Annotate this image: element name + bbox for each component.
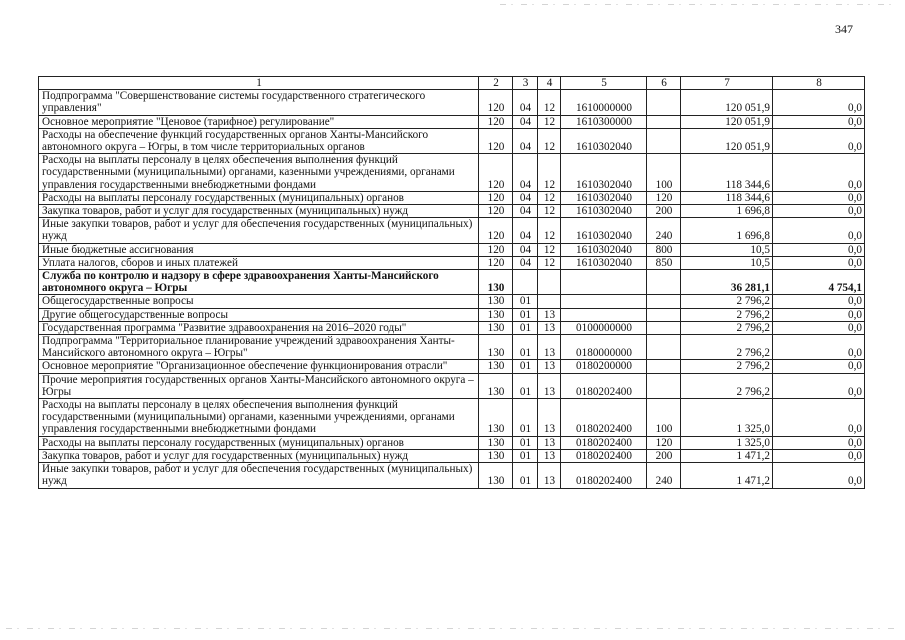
table-row — [39, 243, 865, 256]
amount-cell: 118 344,6 — [681, 154, 773, 192]
expense-type-cell — [647, 321, 681, 334]
target-article-cell: 0180202400 — [561, 436, 647, 449]
target-article-cell — [561, 270, 647, 295]
section-code-cell: 04 — [513, 128, 538, 153]
amount-cell: 0,0 — [773, 256, 865, 269]
column-header: 5 — [561, 77, 647, 90]
ministry-code-cell: 130 — [479, 399, 513, 437]
ministry-code-cell: 120 — [479, 128, 513, 153]
row-name-cell: Закупка товаров, работ и услуг для государственных (муниципальных) нужд — [39, 205, 479, 218]
subsection-code-cell: 12 — [538, 90, 561, 115]
subsection-code-cell: 13 — [538, 449, 561, 462]
column-header: 1 — [39, 77, 479, 90]
column-header: 6 — [647, 77, 681, 90]
target-article-cell: 1610302040 — [561, 154, 647, 192]
amount-cell: 4 754,1 — [773, 270, 865, 295]
row-name-cell: Иные закупки товаров, работ и услуг для обеспечения государственных (муниципальных) нужд — [39, 463, 479, 488]
amount-cell: 2 796,2 — [681, 295, 773, 308]
table-row — [39, 436, 865, 449]
target-article-cell: 1610302040 — [561, 218, 647, 243]
scan-artifact-bottom — [6, 628, 899, 629]
section-code-cell: 04 — [513, 205, 538, 218]
expense-type-cell — [647, 270, 681, 295]
expense-type-cell — [647, 115, 681, 128]
table-row — [39, 191, 865, 204]
target-article-cell: 1610302040 — [561, 191, 647, 204]
row-name-cell: Основное мероприятие "Организационное обеспечение функционирования отрасли" — [39, 360, 479, 373]
section-code-cell: 01 — [513, 373, 538, 398]
table-row — [39, 321, 865, 334]
amount-cell: 10,5 — [681, 256, 773, 269]
subsection-code-cell: 13 — [538, 360, 561, 373]
ministry-code-cell: 130 — [479, 373, 513, 398]
target-article-cell: 0100000000 — [561, 321, 647, 334]
target-article-cell: 1610302040 — [561, 128, 647, 153]
section-code-cell: 04 — [513, 243, 538, 256]
target-article-cell: 0180200000 — [561, 360, 647, 373]
target-article-cell: 1610302040 — [561, 256, 647, 269]
table-header-row — [39, 77, 865, 90]
row-name-cell: Общегосударственные вопросы — [39, 295, 479, 308]
row-name-cell: Подпрограмма "Территориальное планирование учреждений здравоохранения Ханты-Мансийского автономного округа – Югры" — [39, 335, 479, 360]
budget-table — [38, 76, 865, 489]
amount-cell: 1 471,2 — [681, 463, 773, 488]
ministry-code-cell: 130 — [479, 463, 513, 488]
amount-cell: 1 696,8 — [681, 218, 773, 243]
section-code-cell: 01 — [513, 463, 538, 488]
amount-cell: 120 051,9 — [681, 90, 773, 115]
section-code-cell: 04 — [513, 218, 538, 243]
subsection-code-cell: 13 — [538, 399, 561, 437]
amount-cell: 0,0 — [773, 115, 865, 128]
ministry-code-cell: 130 — [479, 335, 513, 360]
section-code-cell: 01 — [513, 449, 538, 462]
amount-cell: 0,0 — [773, 154, 865, 192]
table-row — [39, 449, 865, 462]
amount-cell: 2 796,2 — [681, 373, 773, 398]
target-article-cell: 1610302040 — [561, 243, 647, 256]
row-name-cell: Расходы на выплаты персоналу государственных (муниципальных) органов — [39, 191, 479, 204]
expense-type-cell: 200 — [647, 205, 681, 218]
table-row — [39, 373, 865, 398]
target-article-cell: 1610302040 — [561, 205, 647, 218]
table-row — [39, 308, 865, 321]
target-article-cell: 0180000000 — [561, 335, 647, 360]
table-row — [39, 90, 865, 115]
section-code-cell: 04 — [513, 154, 538, 192]
target-article-cell: 0180202400 — [561, 373, 647, 398]
expense-type-cell: 100 — [647, 399, 681, 437]
amount-cell: 1 325,0 — [681, 436, 773, 449]
amount-cell: 118 344,6 — [681, 191, 773, 204]
section-code-cell: 01 — [513, 436, 538, 449]
subsection-code-cell: 12 — [538, 128, 561, 153]
expense-type-cell: 240 — [647, 218, 681, 243]
amount-cell: 1 325,0 — [681, 399, 773, 437]
amount-cell: 0,0 — [773, 399, 865, 437]
amount-cell: 0,0 — [773, 243, 865, 256]
ministry-code-cell: 120 — [479, 205, 513, 218]
subsection-code-cell: 13 — [538, 373, 561, 398]
table-row — [39, 256, 865, 269]
section-code-cell: 04 — [513, 191, 538, 204]
amount-cell: 2 796,2 — [681, 360, 773, 373]
section-code-cell: 01 — [513, 295, 538, 308]
table-row — [39, 335, 865, 360]
expense-type-cell: 100 — [647, 154, 681, 192]
subsection-code-cell: 12 — [538, 154, 561, 192]
amount-cell: 0,0 — [773, 218, 865, 243]
target-article-cell: 0180202400 — [561, 449, 647, 462]
expense-type-cell — [647, 90, 681, 115]
ministry-code-cell: 120 — [479, 256, 513, 269]
amount-cell: 0,0 — [773, 321, 865, 334]
amount-cell: 0,0 — [773, 463, 865, 488]
subsection-code-cell — [538, 295, 561, 308]
row-name-cell: Служба по контролю и надзору в сфере здравоохранения Ханты-Мансийского автономного округа – Югры — [39, 270, 479, 295]
table-row — [39, 295, 865, 308]
target-article-cell — [561, 295, 647, 308]
amount-cell: 0,0 — [773, 205, 865, 218]
section-code-cell: 01 — [513, 308, 538, 321]
target-article-cell: 0180202400 — [561, 463, 647, 488]
subsection-code-cell — [538, 270, 561, 295]
row-name-cell: Основное мероприятие "Ценовое (тарифное) регулирование" — [39, 115, 479, 128]
ministry-code-cell: 120 — [479, 154, 513, 192]
expense-type-cell: 200 — [647, 449, 681, 462]
amount-cell: 2 796,2 — [681, 321, 773, 334]
column-header: 7 — [681, 77, 773, 90]
table-row — [39, 463, 865, 488]
scan-artifact-top — [500, 4, 893, 5]
amount-cell: 0,0 — [773, 449, 865, 462]
row-name-cell: Другие общегосударственные вопросы — [39, 308, 479, 321]
table-row — [39, 128, 865, 153]
subsection-code-cell: 12 — [538, 218, 561, 243]
target-article-cell: 1610300000 — [561, 115, 647, 128]
section-code-cell: 01 — [513, 321, 538, 334]
ministry-code-cell: 130 — [479, 360, 513, 373]
amount-cell: 0,0 — [773, 360, 865, 373]
amount-cell: 10,5 — [681, 243, 773, 256]
expense-type-cell — [647, 128, 681, 153]
ministry-code-cell: 120 — [479, 90, 513, 115]
table-row — [39, 399, 865, 437]
subsection-code-cell: 12 — [538, 256, 561, 269]
row-name-cell: Расходы на выплаты персоналу в целях обеспечения выполнения функций государственными (муниципальными) органами, казенными учреждениями, органами управления государственными внебюджетными фондами — [39, 399, 479, 437]
amount-cell: 0,0 — [773, 308, 865, 321]
subsection-code-cell: 12 — [538, 115, 561, 128]
subsection-code-cell: 13 — [538, 463, 561, 488]
target-article-cell — [561, 308, 647, 321]
table-body — [39, 90, 865, 488]
section-code-cell: 01 — [513, 360, 538, 373]
expense-type-cell: 120 — [647, 436, 681, 449]
subsection-code-cell: 12 — [538, 205, 561, 218]
section-code-cell: 01 — [513, 335, 538, 360]
amount-cell: 0,0 — [773, 128, 865, 153]
amount-cell: 0,0 — [773, 373, 865, 398]
amount-cell: 2 796,2 — [681, 335, 773, 360]
ministry-code-cell: 120 — [479, 243, 513, 256]
expense-type-cell — [647, 360, 681, 373]
ministry-code-cell: 120 — [479, 191, 513, 204]
row-name-cell: Расходы на выплаты персоналу государственных (муниципальных) органов — [39, 436, 479, 449]
row-name-cell: Расходы на обеспечение функций государственных органов Ханты-Мансийского автономного округа – Югры, в том числе территориальных органов — [39, 128, 479, 153]
subsection-code-cell: 13 — [538, 321, 561, 334]
amount-cell: 0,0 — [773, 436, 865, 449]
row-name-cell: Иные закупки товаров, работ и услуг для обеспечения государственных (муниципальных) нужд — [39, 218, 479, 243]
table-row — [39, 205, 865, 218]
amount-cell: 1 696,8 — [681, 205, 773, 218]
expense-type-cell: 800 — [647, 243, 681, 256]
expense-type-cell: 120 — [647, 191, 681, 204]
ministry-code-cell: 130 — [479, 295, 513, 308]
ministry-code-cell: 130 — [479, 436, 513, 449]
ministry-code-cell: 130 — [479, 270, 513, 295]
expense-type-cell — [647, 373, 681, 398]
column-header: 2 — [479, 77, 513, 90]
page-number: 347 — [835, 22, 853, 36]
column-header: 3 — [513, 77, 538, 90]
row-name-cell: Закупка товаров, работ и услуг для государственных (муниципальных) нужд — [39, 449, 479, 462]
section-code-cell: 04 — [513, 90, 538, 115]
table-row — [39, 360, 865, 373]
amount-cell: 0,0 — [773, 191, 865, 204]
ministry-code-cell: 130 — [479, 321, 513, 334]
row-name-cell: Прочие мероприятия государственных органов Ханты-Мансийского автономного округа – Югры — [39, 373, 479, 398]
expense-type-cell: 240 — [647, 463, 681, 488]
subsection-code-cell: 13 — [538, 335, 561, 360]
expense-type-cell — [647, 308, 681, 321]
table-row — [39, 270, 865, 295]
target-article-cell: 0180202400 — [561, 399, 647, 437]
row-name-cell: Расходы на выплаты персоналу в целях обеспечения выполнения функций государственными (муниципальными) органами, казенными учреждениями, органами управления государственными внебюджетными фондами — [39, 154, 479, 192]
table-row — [39, 218, 865, 243]
column-header: 8 — [773, 77, 865, 90]
section-code-cell: 04 — [513, 115, 538, 128]
expense-type-cell — [647, 335, 681, 360]
expense-type-cell — [647, 295, 681, 308]
column-header: 4 — [538, 77, 561, 90]
ministry-code-cell: 130 — [479, 308, 513, 321]
amount-cell: 0,0 — [773, 335, 865, 360]
expense-type-cell: 850 — [647, 256, 681, 269]
amount-cell: 36 281,1 — [681, 270, 773, 295]
amount-cell: 0,0 — [773, 295, 865, 308]
section-code-cell: 01 — [513, 399, 538, 437]
amount-cell: 2 796,2 — [681, 308, 773, 321]
amount-cell: 0,0 — [773, 90, 865, 115]
amount-cell: 120 051,9 — [681, 128, 773, 153]
row-name-cell: Подпрограмма "Совершенствование системы государственного стратегического управления" — [39, 90, 479, 115]
subsection-code-cell: 12 — [538, 191, 561, 204]
section-code-cell: 04 — [513, 256, 538, 269]
subsection-code-cell: 13 — [538, 308, 561, 321]
ministry-code-cell: 120 — [479, 218, 513, 243]
row-name-cell: Государственная программа "Развитие здравоохранения на 2016–2020 годы" — [39, 321, 479, 334]
ministry-code-cell: 130 — [479, 449, 513, 462]
subsection-code-cell: 13 — [538, 436, 561, 449]
section-code-cell — [513, 270, 538, 295]
amount-cell: 120 051,9 — [681, 115, 773, 128]
table-row — [39, 115, 865, 128]
row-name-cell: Иные бюджетные ассигнования — [39, 243, 479, 256]
table-row — [39, 154, 865, 192]
amount-cell: 1 471,2 — [681, 449, 773, 462]
target-article-cell: 1610000000 — [561, 90, 647, 115]
row-name-cell: Уплата налогов, сборов и иных платежей — [39, 256, 479, 269]
ministry-code-cell: 120 — [479, 115, 513, 128]
subsection-code-cell: 12 — [538, 243, 561, 256]
